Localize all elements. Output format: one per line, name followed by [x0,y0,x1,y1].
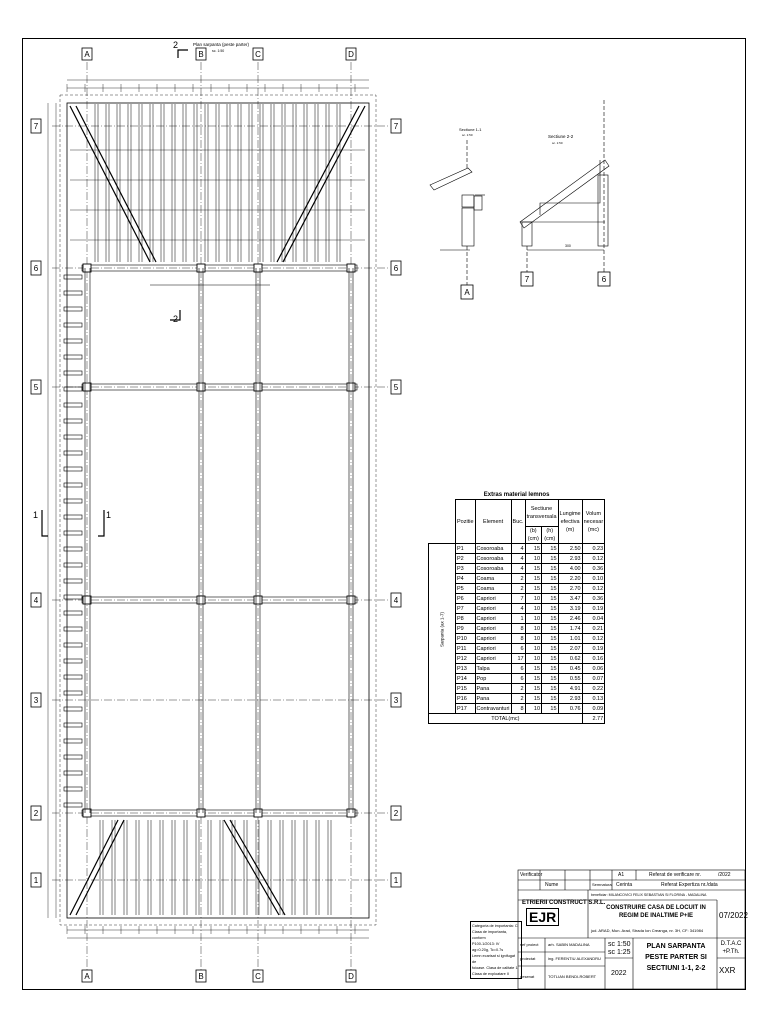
table-cell: Coama [475,584,511,594]
table-cell: 7 [511,594,525,604]
table-cell: 15 [542,684,558,694]
tb-proiectat: ing. FERENTIU ALEXANDRU [548,956,601,961]
wall-section [462,208,474,246]
tb-sef-proiect: arh. SABIN MADALINA [548,942,590,947]
table-cell: P4 [456,574,476,584]
table-cell: Coama [475,574,511,584]
note-line: Categoria de importanta: C [472,924,518,928]
table-cell: 0.07 [582,674,605,684]
table-cell: 2 [511,584,525,594]
table-cell: Pana [475,684,511,694]
table-cell: 0.12 [582,634,605,644]
plan-scale: sc. 1:50 [212,49,225,53]
section22-dim: 300 [565,244,571,248]
tb-sef-proiect-label: sef proiect [520,942,539,947]
plan-title: Plan sarpanta (peste parter) [193,42,250,47]
axis-label: C [255,972,261,981]
hip-rafter [283,106,365,262]
table-cell: P6 [456,594,476,604]
axis-label: 7 [393,122,399,131]
table-cell: 15 [542,634,558,644]
hip-rafter [76,106,156,262]
post [254,383,262,391]
post [347,809,355,817]
table-cell: 0.19 [582,644,605,654]
table-cell: 0.09 [582,704,605,714]
tb-referat-date: /2022 [718,872,731,878]
table-cell: 2.50 [558,544,582,554]
axis-label: 3 [393,696,399,705]
table-cell: 0.36 [582,564,605,574]
axis-label: C [255,50,261,59]
table-cell: 0.21 [582,624,605,634]
table-cell: 1.74 [558,624,582,634]
table-cell: 15 [542,564,558,574]
section22-scale: sc. 1:50 [552,141,563,145]
group-label: Sarpanta (ax 1-7) [429,544,456,714]
table-cell: P8 [456,614,476,624]
table-cell: Pana [475,694,511,704]
table-cell: 0.55 [558,674,582,684]
axis-label: A [464,288,470,297]
table-cell: 10 [525,654,541,664]
axis-label: B [198,50,204,59]
table-cell: 2.07 [558,644,582,654]
strut [540,160,600,215]
detail-block [474,196,482,210]
table-cell: 6 [511,644,525,654]
table-cell: 15 [542,544,558,554]
col-volum: Volum necesar (mc) [582,500,605,544]
tb-year: 2022 [611,970,627,977]
table-cell: 15 [542,554,558,564]
hip-rafter [230,820,285,915]
col-element: Element [475,500,511,544]
table-cell: Contravanturi [476,705,510,712]
section-cut-2 [178,50,188,58]
wall-section [598,175,608,246]
table-cell: 15 [542,594,558,604]
total-value: 2.77 [582,714,605,724]
table-body [429,544,605,724]
axis-label: 7 [33,122,39,131]
axis-label: 2 [393,809,399,818]
table-cell: 17 [511,654,525,664]
axis-label: 1 [33,876,39,885]
tb-company: ETRIERII CONSTRUCT S.R.L. [522,900,606,906]
table-cell: P16 [456,694,476,704]
table-cell: 8 [511,624,525,634]
tb-scale1: sc 1:50 [608,941,631,948]
tb-beneficiar: beneficiar: MILANCOVICI FELIX SEBASTIAN SI FLORINA - MADALINA [591,893,707,897]
table-cell: 0.10 [582,574,605,584]
col-group [429,500,456,544]
table-cell: P9 [456,624,476,634]
post [197,809,205,817]
table-cell: 4 [511,544,525,554]
table-cell: P3 [456,564,476,574]
table-cell: 10 [525,624,541,634]
roof-outline [67,103,369,918]
note-line: Clasa de importanta, conform [472,930,508,940]
table-cell: 15 [542,694,558,704]
table-cell: P11 [456,644,476,654]
table-cell: 15 [525,694,541,704]
table-cell: Capriori [475,604,511,614]
table-cell: P1 [456,544,476,554]
post [197,264,205,272]
note-line: P100-1/2013: IV [472,942,500,946]
table-cell: 15 [542,584,558,594]
company-logo: EJR [526,908,559,926]
axis-label: 1 [393,876,399,885]
table-cell: 3.19 [558,604,582,614]
table-cell: Cosoroaba [475,564,511,574]
tb-verificator: Verificator [520,872,543,878]
tb-semnatura: Semnatura [592,882,612,887]
table-cell: 15 [525,684,541,694]
table-cell: 2.46 [558,614,582,624]
post [254,809,262,817]
axis-label: 5 [33,383,39,392]
table-cell: 6 [511,664,525,674]
section11-title: Sectiune 1-1 [459,127,482,132]
table-cell: 4 [511,604,525,614]
table-cell: 0.45 [558,664,582,674]
table-cell: P12 [456,654,476,664]
table-cell: 10 [525,634,541,644]
tb-referat: Referat de verificare nr. [649,872,701,878]
tb-phase: D.T.A.C +P.Th. [720,941,742,955]
table-cell: 1 [511,614,525,624]
table-cell: 0.13 [582,694,605,704]
section-mark-1-right: 1 [106,510,112,520]
axis-label: 5 [393,383,399,392]
table-cell: P13 [456,664,476,674]
table-cell: 4.00 [558,564,582,574]
table-cell: Cosoroaba [475,554,511,564]
tb-desenat-label: desenat [520,974,535,979]
axis-label: A [84,972,90,981]
table-cell: P15 [456,684,476,694]
tb-cerinta: Cerinta [616,882,633,888]
axis-label: B [198,972,204,981]
tb-a1: A1 [618,872,625,878]
table-cell: Capriori [475,624,511,634]
table-cell: 2.93 [558,554,582,564]
post [347,264,355,272]
note-line: ag=0.20g, Tc=0.7s [472,948,504,952]
table-cell: 15 [525,574,541,584]
hip-rafter [70,106,150,262]
table-cell: 0.62 [558,654,582,664]
rafter-section [520,160,609,228]
table-cell: 2.70 [558,584,582,594]
table-cell: 10 [525,594,541,604]
table-cell: 0.16 [582,654,605,664]
note-line: foioase. Clasa de calitate 1 [472,966,518,970]
section-2-2 [520,100,610,286]
table-cell: 2.93 [558,694,582,704]
table-cell: Capriori [475,644,511,654]
table-cell: 15 [542,624,558,634]
table-cell: 3.47 [558,594,582,604]
col-lungime: Lungime efectiva (m) [558,500,582,544]
note-line: Lemn ecarisat si ignifugat de [472,954,516,964]
table-cell: 10 [525,554,541,564]
table-cell: 15 [542,664,558,674]
post [254,264,262,272]
table-cell: 4 [511,564,525,574]
table-cell: Capriori [475,634,511,644]
total-label: TOTAL(mc) [429,714,583,724]
table-cell: 0.19 [582,604,605,614]
table-cell: P10 [456,634,476,644]
table-cell: 6 [511,674,525,684]
table-cell: 2.20 [558,574,582,584]
table-cell: 8 [511,704,525,714]
table-cell: 4.91 [558,684,582,694]
table-title: Extras material lemnos [483,491,550,498]
axis-label: D [348,50,354,59]
col-pozitie: Pozitie [456,500,476,544]
section11-scale: sc. 1:50 [462,133,473,137]
table-cell: Cosoroaba [475,544,511,554]
col-h: (h)(cm) [542,527,558,544]
table-cell: 15 [542,604,558,614]
table-cell: 0.12 [582,584,605,594]
post [197,383,205,391]
table-cell: 4 [511,554,525,564]
table-cell: 0.76 [558,704,582,714]
table-cell: 0.23 [582,544,605,554]
tb-drawing-title: PLAN SARPANTA PESTE PARTER SI SECTIUNI 1-1, 2-2 [645,943,707,972]
post [197,596,205,604]
table-cell: 15 [542,644,558,654]
table-cell: P2 [456,554,476,564]
section-mark-1-left: 1 [33,510,39,520]
table-cell: 15 [525,544,541,554]
table-cell: P5 [456,584,476,594]
table-cell: 15 [525,674,541,684]
table-cell: 10 [525,604,541,614]
table-cell: P7 [456,604,476,614]
table-cell: Talpa [475,664,511,674]
table-cell: 1.01 [558,634,582,644]
post [347,383,355,391]
post [254,596,262,604]
tb-date: 07/2022 [719,911,748,920]
table-cell: 15 [542,674,558,684]
table-cell: Capriori [475,614,511,624]
table-cell: 10 [525,644,541,654]
table-cell: P14 [456,674,476,684]
axis-label: 4 [33,596,39,605]
table-cell: 15 [525,584,541,594]
table-cell: 2 [511,574,525,584]
tb-nume: Nume [545,882,559,888]
table-row [429,544,605,554]
section-1-1 [430,140,485,299]
total-row [429,714,605,724]
table-cell: 0.36 [582,594,605,604]
table-cell: 2 [511,684,525,694]
plate-section [462,195,474,207]
section22-title: Sectiune 2-2 [548,134,574,139]
table-cell: 15 [542,654,558,664]
timber-schedule-table [428,490,605,724]
table-cell: Pop [475,674,511,684]
table-cell: Capriori [475,654,511,664]
table-cell: 0.06 [582,664,605,674]
tb-address: jud. ARAD, Mun. Arad, Strada Ion Creanga, nr. 3H, CF: 341984 [591,928,704,933]
roof-plan [42,50,388,970]
axis-label: 6 [33,264,39,273]
table-cell: 15 [542,574,558,584]
note-line: Clasa de exploatare II [472,972,509,976]
axis-label: 3 [33,696,39,705]
table-cell: 15 [525,664,541,674]
table-cell: 0.22 [582,684,605,694]
axis-label: 2 [33,809,39,818]
table-cell: P17 [456,704,476,714]
general-notes [470,921,522,979]
table-cell: 8 [511,634,525,644]
col-buc: Buc. [511,500,525,544]
tb-expertiza: Referat Expertiza nr./data [661,882,718,888]
axis-label: 7 [524,275,530,284]
section-cut-1 [42,510,48,536]
tb-proiectat-label: proiectat [520,956,536,961]
hip-rafter [70,820,118,915]
col-b: (b)(cm) [525,527,541,544]
axis-label: A [84,50,90,59]
rafter-section [430,168,472,190]
axis-label: D [348,972,354,981]
post [347,596,355,604]
table-cell: 10 [525,614,541,624]
table-cell: 0.04 [582,614,605,624]
table-cell: 15 [525,564,541,574]
axis-label: 6 [601,275,607,284]
section-mark-2-top: 2 [173,40,179,50]
col-sectiune: Sectiune transversala [525,500,558,527]
tb-desenat: TOTLIAN BENDI-ROBERT [548,974,597,979]
table-cell: 15 [542,704,558,714]
section-mark-2-mid: 2 [173,314,179,324]
table-cell: Capriori [475,594,511,604]
table-cell: 10 [525,704,541,714]
tb-project: CONSTRUIRE CASA DE LOCUIT IN REGIM DE INALTIME P+IE [606,905,706,919]
tb-scale2: sc 1:25 [608,949,631,956]
section-cut-1 [98,510,104,536]
table-cell: 2 [511,694,525,704]
tb-sheet: XXR [719,966,736,975]
table-cell: 0.12 [582,554,605,564]
axis-label: 6 [393,264,399,273]
table-cell: 15 [542,614,558,624]
axis-label: 4 [393,596,399,605]
